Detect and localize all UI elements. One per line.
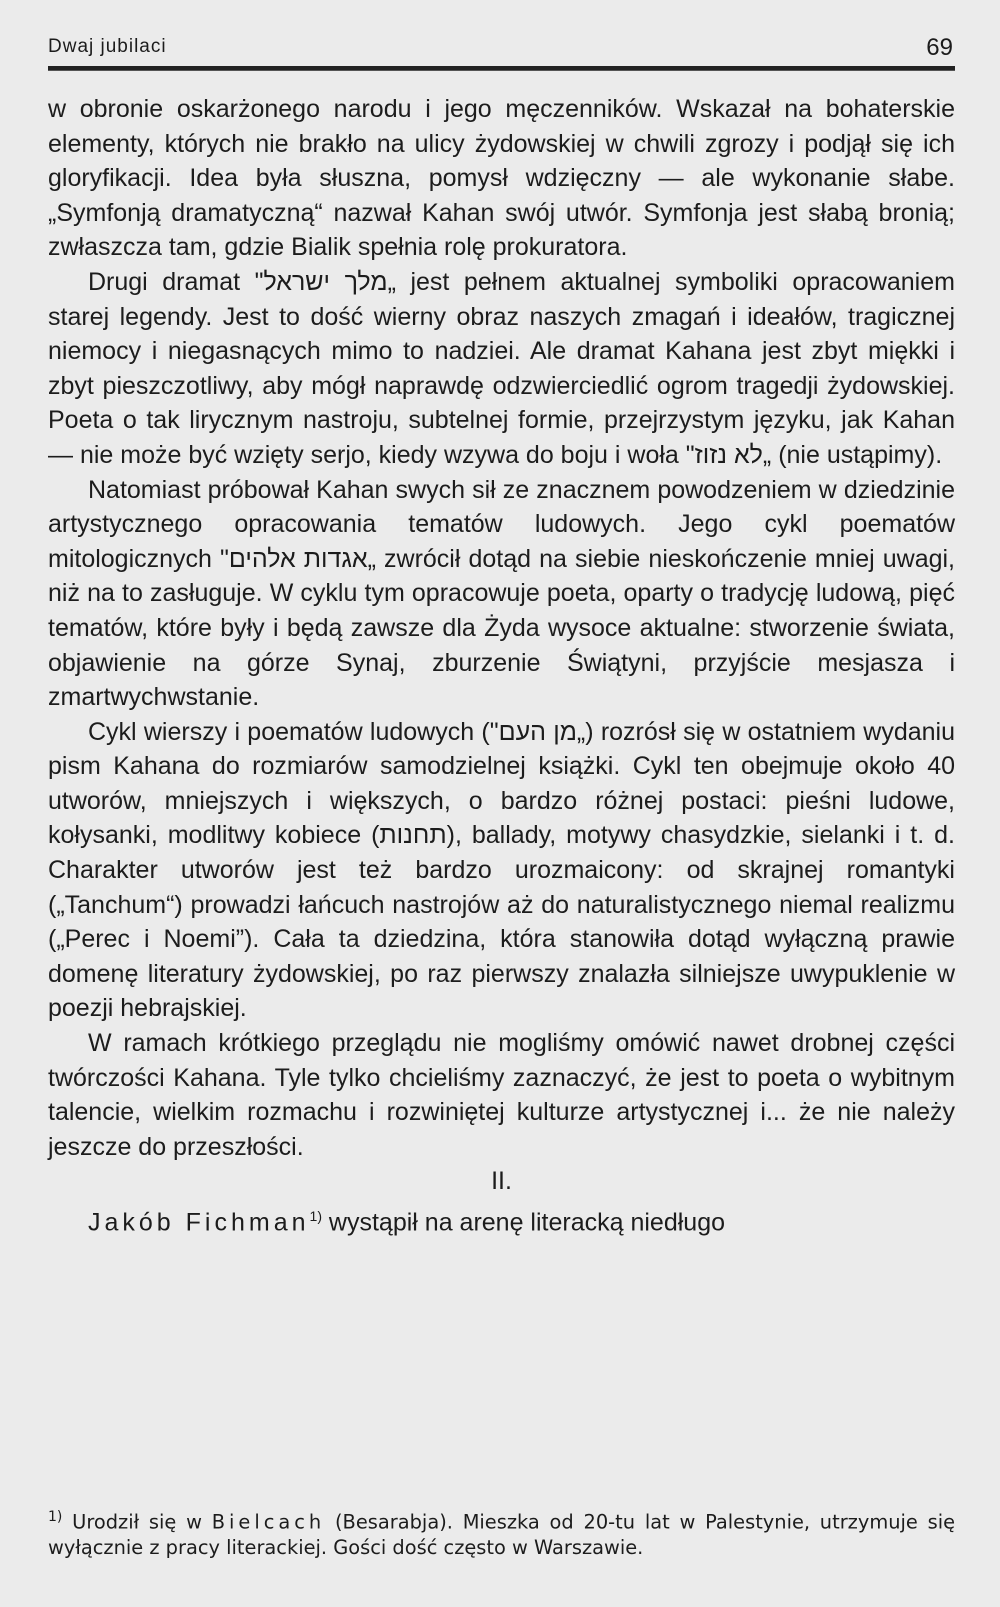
paragraph: Cykl wierszy i poematów ludowych ("מן העם„) rozrósł się w ostatniem wydaniu pism Kahana do rozmiarów samodzielnej książki. Cykl ten obejmuje około 40 utworów, mniejszych i większych, o bardzo różnej postaci: pieśni ludowe, kołysanki, modlitwy kobiece (תחנות), ballady, motywy chasydzkie, sielanki i t. d. Charakter utworów jest też bardzo urozmaicony: od skrajnej romantyki („Tanchum“) prowadzi łańcuch nastrojów aż do naturalistycznego niemal realizmu („Perec i Noemi”). Cała ta dziedzina, która stanowiła dotąd wyłączną prawie domenę literatury żydowskiej, po raz pierwszy znalazła silniejsze uwypuklenie w poezji hebrajskiej.	[48, 717, 956, 1023]
section-number: II.	[491, 1167, 512, 1196]
page-number: 69	[926, 34, 953, 61]
footnotes	[48, 1504, 955, 1561]
footnote-text-start: Urodził się w	[62, 1510, 212, 1534]
paragraph: W ramach krótkiego przeglądu nie mogliśmy omówić nawet drobnej części twórczości Kahana. Tyle tylko chcieliśmy zaznaczyć, że jest to poeta o wybitnym talencie, wielkim rozmachu i rozwiniętej kulturze artystycznej i... że nie należy jeszcze do przeszłości.	[48, 1029, 955, 1161]
paragraph: Drugi dramat "מלך ישראל„ jest pełnem aktualnej symboliki opracowaniem starej legendy. Jest to dość wierny obraz naszych zmagań i ideałów, tragicznej niemocy i niegasnących mimo to nadziei. Ale dramat Kahana jest zbyt miękki i zbyt pieszczotliwy, aby mógł naprawdę odzwierciedlić ogrom tragedji żydowskiej. Poeta o tak lirycznym nastroju, subtelnej formie, przejrzystym języku, jak Kahan — nie może być wzięty serjo, kiedy wzywa do boju i woła "לא נזוז„ (nie ustąpimy).	[48, 267, 955, 469]
footnote-marker: 1)	[48, 1509, 63, 1525]
body-text	[48, 92, 955, 1240]
running-head	[48, 30, 955, 70]
footnote-text-rest: (Besarabja). Mieszka od 20-tu lat w Palestynie, utrzymuje się wyłącznie z pracy literackiej. Gości dość często w Warszawie.	[48, 1510, 956, 1560]
footnote-place: Bielcach	[211, 1510, 326, 1534]
paragraph: Natomiast próbował Kahan swych sił ze znacznem powodzeniem w dziedzinie artystycznego opracowania tematów ludowych. Jego cykl poematów mitologicznych "אגדות אלהים„ zwrócił dotąd na siebie nieskończenie mniej uwagi, niż na to zasługuje. W cyklu tym opracowuje poeta, oparty o tradycję ludową, pięć tematów, które były i będą zawsze dla Żyda wysoce aktualne: stworzenie świata, objawienie na górze Synaj, zburzenie Świątyni, przyjście mesjasza i zmartwychwstanie.	[48, 475, 956, 712]
header-rule	[48, 66, 955, 71]
footnote	[48, 1504, 955, 1561]
footnote-reference: 1)	[309, 1208, 322, 1225]
section-opening-paragraph	[48, 1199, 955, 1240]
section-opening-text: wystąpił na arenę literacką niedługo	[321, 1208, 725, 1237]
paragraph-continued: w obronie oskarżonego narodu i jego męczenników. Wskazał na bohaterskie elementy, których nie brakło na ulicy żydowskiej w chwili zgrozy i podjął się ich gloryfikacji. Idea była słuszna, pomysł wdzięczny — ale wykonanie słabe. „Symfonją dramatyczną“ nazwał Kahan swój utwór. Symfonja jest słabą bronią; zwłaszcza tam, gdzie Bialik spełnia rolę prokuratora.	[48, 95, 955, 262]
running-title: Dwaj jubilaci	[48, 36, 167, 57]
author-name: Jakób Fichman	[88, 1208, 310, 1237]
